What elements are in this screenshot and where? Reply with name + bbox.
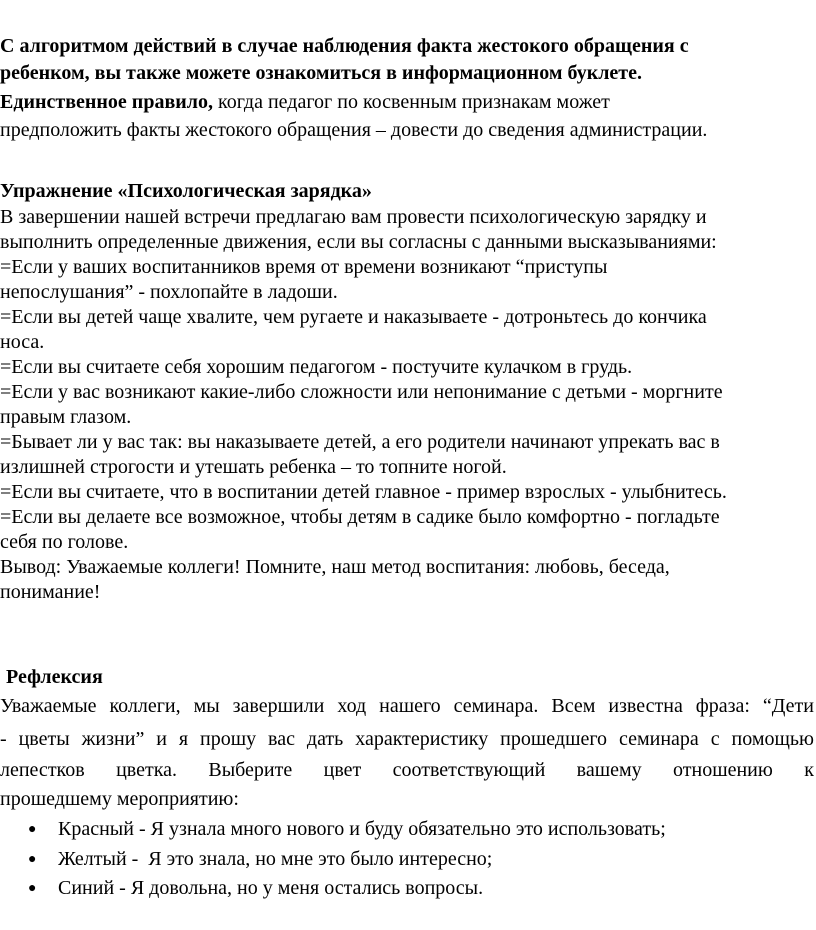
word: известна (608, 695, 683, 717)
word: характеристику (355, 728, 489, 750)
word: цвет (323, 759, 362, 781)
list-item-text: Синий - Я довольна, но у меня остались вопросы. (58, 877, 484, 899)
rule-rest-text: когда педагог по косвенным признакам может (213, 91, 610, 113)
list-item-yellow (28, 846, 492, 873)
word: прошу (200, 728, 257, 750)
exercise-line: носа. (0, 331, 45, 353)
exercise-line: =Если у вас возникают какие-либо сложности или непонимание с детьми - моргните (0, 381, 723, 403)
word: Выберите (208, 759, 293, 781)
bullet-icon: ● (28, 881, 37, 896)
exercise-line: =Бывает ли у вас так: вы наказываете детей, а его родители начинают упрекать вас в (0, 431, 720, 453)
word: я (178, 728, 189, 750)
word: лепестков (0, 759, 85, 781)
bullet-icon: ● (28, 822, 37, 837)
word: к (804, 759, 814, 781)
word: и (156, 728, 167, 750)
word: - (0, 728, 7, 750)
reflection-line-3 (0, 757, 814, 783)
exercise-line: непослушания” - похлопайте в ладоши. (0, 281, 338, 303)
word: Всем (551, 695, 596, 717)
word: цветы (18, 728, 70, 750)
intro-line-2: ребенком, вы также можете ознакомиться в информационном буклете. (0, 62, 643, 84)
word: коллеги, (109, 695, 181, 717)
word: “Дети (762, 695, 814, 717)
word: помощью (731, 728, 814, 750)
exercise-line: =Если вы детей чаще хвалите, чем ругаете и наказываете - дотроньтесь до кончика (0, 306, 707, 328)
exercise-conclusion-line: Вывод: Уважаемые коллеги! Помните, наш метод воспитания: любовь, беседа, (0, 556, 670, 578)
list-item-blue (28, 875, 483, 902)
reflection-heading: Рефлексия (6, 666, 103, 688)
word: семинара (618, 728, 699, 750)
exercise-line: =Если у ваших воспитанников время от времени возникают “приступы (0, 256, 608, 278)
word: мы (193, 695, 220, 717)
exercise-line: себя по голове. (0, 531, 129, 553)
word: семинара. (453, 695, 539, 717)
intro-line-1: С алгоритмом действий в случае наблюдения факта жестокого обращения с (0, 35, 689, 57)
word: ход (337, 695, 367, 717)
word: дать (306, 728, 344, 750)
exercise-line: правым глазом. (0, 406, 132, 428)
reflection-line-4: прошедшему мероприятию: (0, 788, 239, 810)
word: завершили (232, 695, 325, 717)
reflection-line-1 (0, 693, 814, 719)
rule-bold-text: Единственное правило, (0, 91, 213, 113)
exercise-line: излишней строгости и утешать ребенка – то топните ногой. (0, 456, 507, 478)
word: вас (268, 728, 295, 750)
word: Уважаемые (0, 695, 97, 717)
exercise-line: выполнить определенные движения, если вы согласны с данными высказываниями: (0, 231, 717, 253)
exercise-line: =Если вы считаете, что в воспитании детей главное - пример взрослых - улыбнитесь. (0, 481, 727, 503)
intro-rule-line (0, 89, 610, 115)
exercise-conclusion-line: понимание! (0, 581, 101, 603)
word: с (710, 728, 720, 750)
word: нашего (379, 695, 441, 717)
word: соответствующий (392, 759, 546, 781)
reflection-line-2 (0, 726, 814, 752)
list-item-text: Красный - Я узнала много нового и буду обязательно это использовать; (58, 818, 666, 840)
exercise-line: =Если вы считаете себя хорошим педагогом - постучите кулачком в грудь. (0, 356, 633, 378)
word: вашему (576, 759, 642, 781)
exercise-heading: Упражнение «Психологическая зарядка» (0, 180, 372, 202)
word: прошедшего (500, 728, 608, 750)
word: фраза: (695, 695, 750, 717)
list-item-text: Желтый - Я это знала, но мне это было интересно; (58, 848, 493, 870)
word: цветка. (116, 759, 177, 781)
word: отношению (673, 759, 773, 781)
word: жизни” (81, 728, 145, 750)
intro-line-4: предположить факты жестокого обращения – довести до сведения администрации. (0, 119, 708, 141)
bullet-icon: ● (28, 852, 37, 867)
list-item-red (28, 816, 666, 843)
exercise-line: =Если вы делаете все возможное, чтобы детям в садике было комфортно - погладьте (0, 506, 720, 528)
exercise-line: В завершении нашей встречи предлагаю вам провести психологическую зарядку и (0, 206, 707, 228)
